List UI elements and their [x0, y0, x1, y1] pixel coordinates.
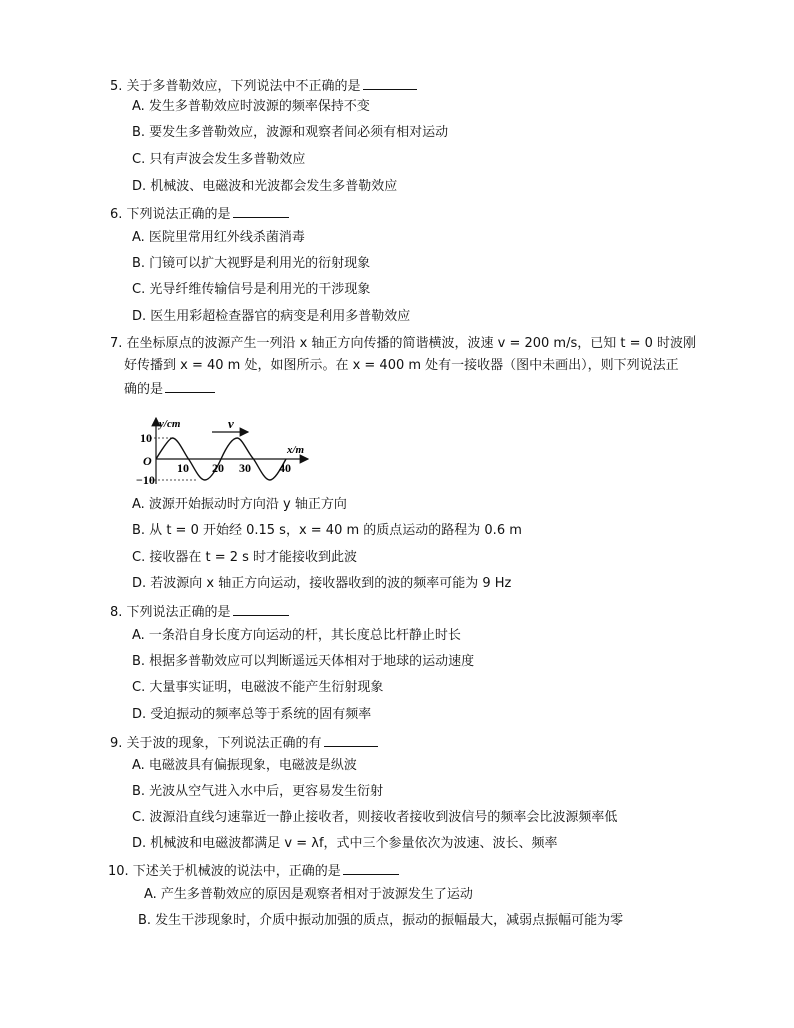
- y-tick-label: −10: [136, 473, 155, 487]
- q8-stem: 8. 下列说法正确的是: [110, 603, 289, 621]
- q9-option-c: C. 波源沿直线匀速靠近一静止接收者，则接收者接收到波信号的频率会比波源频率低: [132, 810, 618, 825]
- q7-option-b: B. 从 t = 0 开始经 0.15 s，x = 40 m 的质点运动的路程为 0.6 m: [132, 523, 522, 538]
- q10-option-a: A. 产生多普勒效应的原因是观察者相对于波源发生了运动: [144, 887, 473, 902]
- q10-stem: 10. 下述关于机械波的说法中，正确的是: [108, 862, 399, 880]
- q10-option-b: B. 发生干涉现象时，介质中振动加强的质点，振动的振幅最大，减弱点振幅可能为零: [138, 913, 624, 928]
- q5-option-b: B. 要发生多普勒效应，波源和观察者间必须有相对运动: [132, 125, 449, 140]
- x-tick-label: 30: [239, 461, 251, 475]
- origin-label: O: [143, 454, 152, 468]
- q7-stem-line2: 好传播到 x = 40 m 处，如图所示。在 x = 400 m 处有一接收器（图中未画出），则下列说法正: [124, 358, 679, 373]
- q9-option-d: D. 机械波和电磁波都满足 v = λf，式中三个参量依次为波速、波长、频率: [132, 836, 558, 851]
- q7-option-c: C. 接收器在 t = 2 s 时才能接收到此波: [132, 550, 358, 565]
- wave-figure: [136, 408, 316, 488]
- q7-stem-line1: 7. 在坐标原点的波源产生一列沿 x 轴正方向传播的简谐横波，波速 v = 200 m/s，已知 t = 0 时波刚: [110, 336, 697, 351]
- q5-option-c: C. 只有声波会发生多普勒效应: [132, 152, 306, 167]
- q6-option-d: D. 医生用彩超检查器官的病变是利用多普勒效应: [132, 309, 411, 324]
- q9-option-b: B. 光波从空气进入水中后，更容易发生衍射: [132, 784, 384, 799]
- answer-blank: [343, 862, 399, 875]
- y-tick-label: 10: [140, 431, 152, 445]
- q8-option-d: D. 受迫振动的频率总等于系统的固有频率: [132, 707, 372, 722]
- q7-stem-line3: 确的是: [124, 380, 215, 398]
- x-tick-label: 20: [212, 461, 224, 475]
- velocity-label: v: [228, 416, 234, 431]
- q5-stem: 5. 关于多普勒效应，下列说法中不正确的是: [110, 77, 417, 95]
- q6-stem: 6. 下列说法正确的是: [110, 205, 289, 223]
- q8-option-a: A. 一条沿自身长度方向运动的杆，其长度总比杆静止时长: [132, 628, 461, 643]
- answer-blank: [363, 77, 417, 90]
- q5-option-a: A. 发生多普勒效应时波源的频率保持不变: [132, 99, 370, 114]
- q6-option-b: B. 门镜可以扩大视野是利用光的衍射现象: [132, 256, 371, 271]
- q5-option-d: D. 机械波、电磁波和光波都会发生多普勒效应: [132, 179, 398, 194]
- y-axis-label: y/cm: [159, 418, 181, 430]
- q8-option-b: B. 根据多普勒效应可以判断遥远天体相对于地球的运动速度: [132, 654, 475, 669]
- answer-blank: [324, 734, 378, 747]
- q7-option-a: A. 波源开始振动时方向沿 y 轴正方向: [132, 497, 347, 512]
- x-tick-label: 40: [279, 461, 291, 475]
- answer-blank: [165, 380, 215, 393]
- q9-option-a: A. 电磁波具有偏振现象，电磁波是纵波: [132, 758, 357, 773]
- answer-blank: [233, 603, 289, 616]
- q8-option-c: C. 大量事实证明，电磁波不能产生衍射现象: [132, 680, 384, 695]
- answer-blank: [233, 205, 289, 218]
- x-axis-label: x/m: [287, 444, 305, 456]
- x-tick-label: 10: [177, 461, 189, 475]
- q6-option-a: A. 医院里常用红外线杀菌消毒: [132, 230, 305, 245]
- q6-option-c: C. 光导纤维传输信号是利用光的干涉现象: [132, 282, 371, 297]
- q9-stem: 9. 关于波的现象，下列说法正确的有: [110, 734, 378, 752]
- q7-option-d: D. 若波源向 x 轴正方向运动，接收器收到的波的频率可能为 9 Hz: [132, 576, 512, 591]
